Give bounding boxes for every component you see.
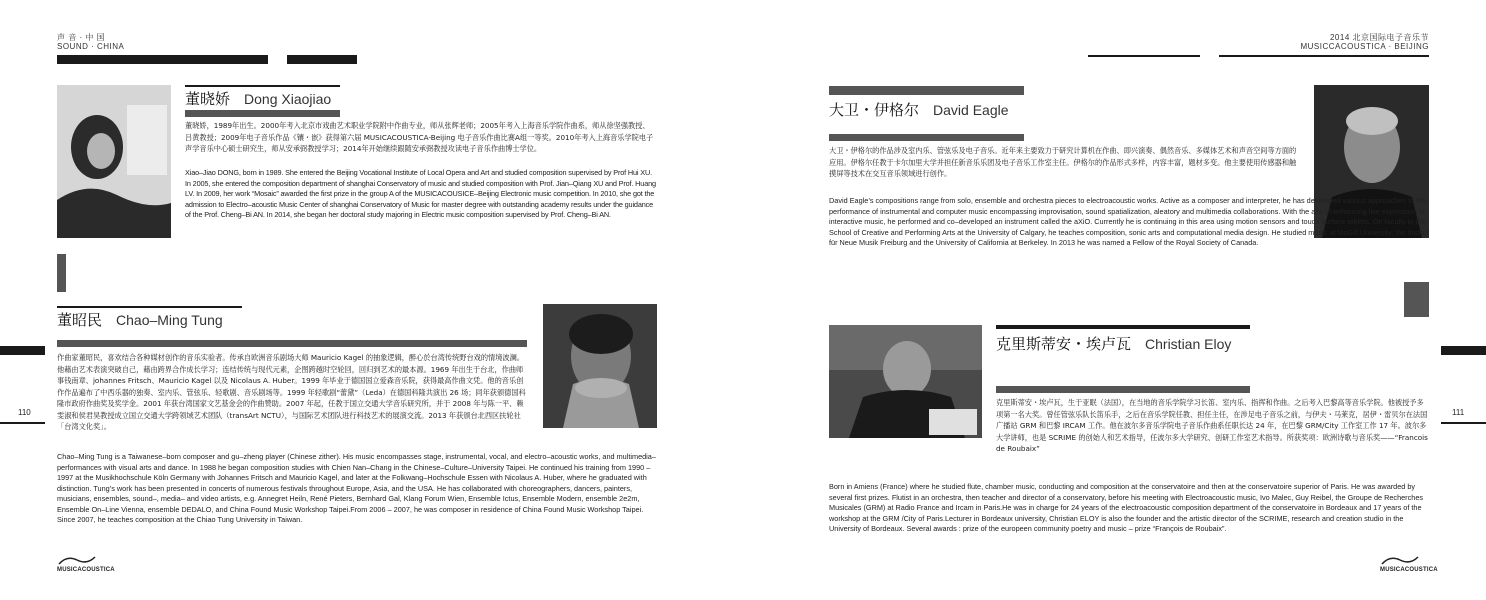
- photo-christian-eloy: [829, 325, 982, 438]
- name-en-tung: Chao–Ming Tung: [116, 312, 223, 328]
- header-right: [1300, 33, 1429, 51]
- header-left-bar-1: [57, 55, 268, 64]
- name-cn-dong: 董晓娇: [185, 90, 231, 108]
- name-en-eagle: David Eagle: [933, 102, 1009, 118]
- name-cn-tung: 董昭民: [57, 311, 103, 329]
- header-left: [57, 33, 124, 51]
- name-row-dong: [185, 88, 331, 109]
- header-right-bar-2: [1219, 55, 1429, 57]
- logo-right-text: MUSICACOUSTICA: [1380, 567, 1438, 573]
- logo-mark-icon: [1380, 555, 1420, 565]
- bio-cn-dong: 董晓娇，1989年出生。2000年考入北京市戏曲艺术职业学院附中作曲专业，师从张辉老师；2005年考入上海音乐学院作曲系，师从徐坚强教授、吕黄教授；2009年电子音乐作品《镶・嵌》获得第六届 MUSICACOUSTICA-Beijing 电子音乐作曲比赛A组一等奖。2010年考入上海音乐学院电子声学音乐中心硕士研究生，师从安承弼教授学习；2014年开始继续跟随安承弼教授攻读电子音乐作曲博士学位。: [185, 121, 654, 153]
- bio-bar-eloy: [996, 386, 1250, 393]
- photo-dong-xiaojiao: [57, 85, 171, 238]
- bio-en-eloy: Born in Amiens (France) where he studied flute, chamber music, conducting and composition at the conservatoire and then at the conservatoire superior of Paris. He was awarded by several first prizes. Flutist in an orchestra, then teacher and director of a conservatory, before his meeting with Electroacoustic music, Ivo Malec, Guy Reibel, the Groupe de Recherches Musicales (GRM) at Radio France and Ircam in Paris.He was in charge for 24 years of the electroacoustic composition department of the conservatoire in Bordeaux and 17 years of the workshop at the GRM /City of Paris.Lecturer in Bordeaux university, Christian ELOY is also the founder and the artistic director of the SCRIME, research and creation studio in the University of Bordeaux. Several awards : prize of the europeen community poetry and music – prize “François de Roubaix”.: [829, 482, 1424, 533]
- name-en-dong: Dong Xiaojiao: [244, 91, 332, 107]
- header-right-cn: 2014 北京国际电子音乐节: [1329, 33, 1429, 42]
- bio-en-dong: Xiao–Jiao DONG, born in 1989. She entered the Beijing Vocational Institute of Local Opera and Art and studied composition supervised by Prof Hui XU. In 2005, she entered the composition department of shanghai Conservatory of music and studied composition with Prof. Jian–Qiang XU and Prof. Huang LV. In 2009, her work “Mosaic” awarded the first prize in the group A of the MUSICACOUSICE–Beijing Electronic music competition. In 2010, she got the admission to Electro–acoustic Music Center of shanghai Conservatory of Music for master degree with outstanding academy results under the guidance of the Prof. Cheng–Bi AN. In 2014, she began her doctoral study majoring in Electric music composition supervised by Prof. Cheng–Bi AN.: [185, 168, 656, 219]
- logo-right: [1380, 555, 1438, 573]
- bio-cn-eloy: 克里斯蒂安・埃卢瓦，生于亚眠（法国），在当地的音乐学院学习长笛、室内乐、指挥和作曲。之后考入巴黎高等音乐学院。他被授予多项第一名大奖。曾任管弦乐队长笛乐手，之后在音乐学院任教、担任主任，在涉足电子音乐之前，与伊夫・马莱克，居伊・雷贝尔在法国广播站 GRM 和巴黎 IRCAM 工作。他在波尔多音乐学院电子音乐作曲系任职长达 24 年，在巴黎 GRM/City 工作室工作 17 年。波尔多大学讲师，也是 SCRIME 的创始人和艺术指导，任波尔多大学研究、创研工作室艺术指导。所获奖项：欧洲诗歌与音乐奖——“Francois de Roubaix”: [996, 398, 1428, 453]
- name-bar-eloy: [996, 325, 1250, 329]
- left-edge-line: [0, 422, 45, 424]
- bio-cn-eagle: 大卫・伊格尔的作品涉及室内乐、管弦乐及电子音乐。近年来主要致力于研究计算机在作曲、即兴演奏、偶然音乐、多媒体艺术和声音空间等方面的应用。伊格尔任教于卡尔加里大学并担任新音乐乐团及电子音乐工作室主任。伊格尔的作品形式多样，内容丰富，题材多变。他主要使用传感器和触摸屏等技术在交互音乐领域进行创作。: [829, 146, 1297, 178]
- header-right-en: MUSICCACOUSTICA · BEIJING: [1300, 42, 1429, 51]
- name-cn-eagle: 大卫・伊格尔: [829, 101, 920, 119]
- header-left-en: SOUND · CHINA: [57, 42, 125, 51]
- photo-chao-ming-tung: [543, 304, 657, 428]
- logo-mark-icon: [57, 555, 97, 565]
- bio-bar-dong: [185, 110, 340, 117]
- page-number-left: 110: [18, 408, 31, 417]
- portrait-figure-icon: [829, 325, 982, 438]
- bio-bar-tung: [57, 340, 527, 347]
- bio-cn-tung: 作曲家董昭民，喜欢结合各种媒材创作的音乐实验者。传承自欧洲音乐剧场大师 Mauricio Kagel 的抽象逻辑，醉心於台湾传统野台戏的情境波澜。他藉由艺术表演突破自己，藉由跨界合作成长学习；连结传统与现代元素，企图跨越时空轮回，回归到艺术的最本源。1969 年出生于台北，作曲师事钱南章、johannes Fritsch、Mauricio Kagel 以及 Nicolaus A. Huber。1999 年毕业于德国国立爱森音乐院，获得最高作曲文凭。他的音乐创作作品遍布了中西乐器的独奏、室内乐、管弦乐、轻歌剧、音乐剧场等。1999 年轻歌剧“蕾黛”（Leda）在德国科隆共演出 26 场；同年获颁德国科隆市政府作曲奖及奖学金。2001 年获台湾国家文艺基金会的作曲赞助。2007 年起，任教于国立交通大学音乐研究所，并于 2008 年与陈一平、赖雯淑和侯君昊教授成立国立交通大学跨领域艺术团队（transArt NCTU），与国际艺术团队进行科技艺术的展演交流。2013 年获颁台北西区扶轮社「台湾文化奖」。: [57, 353, 526, 431]
- header-left-cn: 声 音 · 中 国: [57, 33, 106, 42]
- name-bar-dong: [185, 85, 340, 87]
- name-cn-eloy: 克里斯蒂安・埃卢瓦: [996, 335, 1132, 353]
- section-marker-eloy: [1404, 282, 1429, 317]
- bio-en-tung: Chao–Ming Tung is a Taiwanese–born composer and gu–zheng player (Chinese zither). His music encompasses stage, instrumental, vocal, and electro–acoustic works, and multimedia–performances with visual arts and dance. In 1988 he began composition studies with Chien Nan–Chang in the Chinese–Culture–University Taipei. He continued his training from 1990 –1997 at the Musikhochschule Köln Germany with Johannes Fritsch and Mauricio Kagel, and later at the Folkwang–Hochschule Essen with Nicolaus A. Huber, where he graduated with distinction. Tung’s work has been presented in concerts of numerous festivals throughout Europe, Asia, and the USA. He has collaborated with choreographers, dancers, painters, musicians, ensembles, sound–, media– and video artists, e.g. Annegret Heiln, René Pieters, Bernhard Gal, Klang Forum Wien, Ensemble Ictus, Ensemble Modern, ensemble 2e2m, Ensemble On–Line Vienna, ensemble DEDALO, and China Found Music Workshop Taipei.From 2006 – 2007, he was composer in residence of China Found Music Workshop Taipei. Since 2007, he teaches composition at the Chiao Tung University in Taiwan.: [57, 452, 656, 524]
- bio-en-eagle: David Eagle’s compositions range from solo, ensemble and orchestra pieces to electroacoustic works. Active as a composer and interpreter, he has developed various approaches to the performance of instrumental and computer music encompassing improvisation, sound spatialization, aleatory and multimedia collaborations. With the aim of enhancing live expression in interactive music, he performed and co–developed an instrument called the aXiO. Currently he is continuing in this area using motion sensors and touch surface tablets. On faculty in the School of Creative and Performing Arts at the University of Calgary, he teaches composition, sonic arts and computational media design. He studied music at McGill University, the Institut für Neue Musik Freiburg and the University of California at Berkeley. In 2013 he was named a Fellow of the Royal Society of Canada.: [829, 196, 1429, 247]
- right-edge-line: [1441, 422, 1486, 424]
- bio-bar-eagle: [829, 134, 1024, 141]
- portrait-figure-icon: [57, 85, 171, 238]
- name-en-eloy: Christian Eloy: [1145, 336, 1232, 352]
- name-row-tung: [57, 309, 223, 330]
- section-marker-tung: [57, 254, 66, 292]
- name-row-eloy: [996, 333, 1231, 354]
- portrait-figure-icon: [543, 304, 657, 428]
- name-bar-tung: [57, 306, 242, 308]
- name-bar-eagle: [829, 86, 1024, 95]
- header-right-bar-1: [1088, 55, 1200, 57]
- logo-left: [57, 555, 115, 573]
- name-row-eagle: [829, 99, 1009, 120]
- right-edge-marker: [1441, 346, 1486, 355]
- logo-left-text: MUSICACOUSTICA: [57, 567, 115, 573]
- left-edge-marker: [0, 346, 45, 355]
- page-number-right: 111: [1452, 408, 1465, 417]
- header-left-bar-2: [287, 55, 357, 64]
